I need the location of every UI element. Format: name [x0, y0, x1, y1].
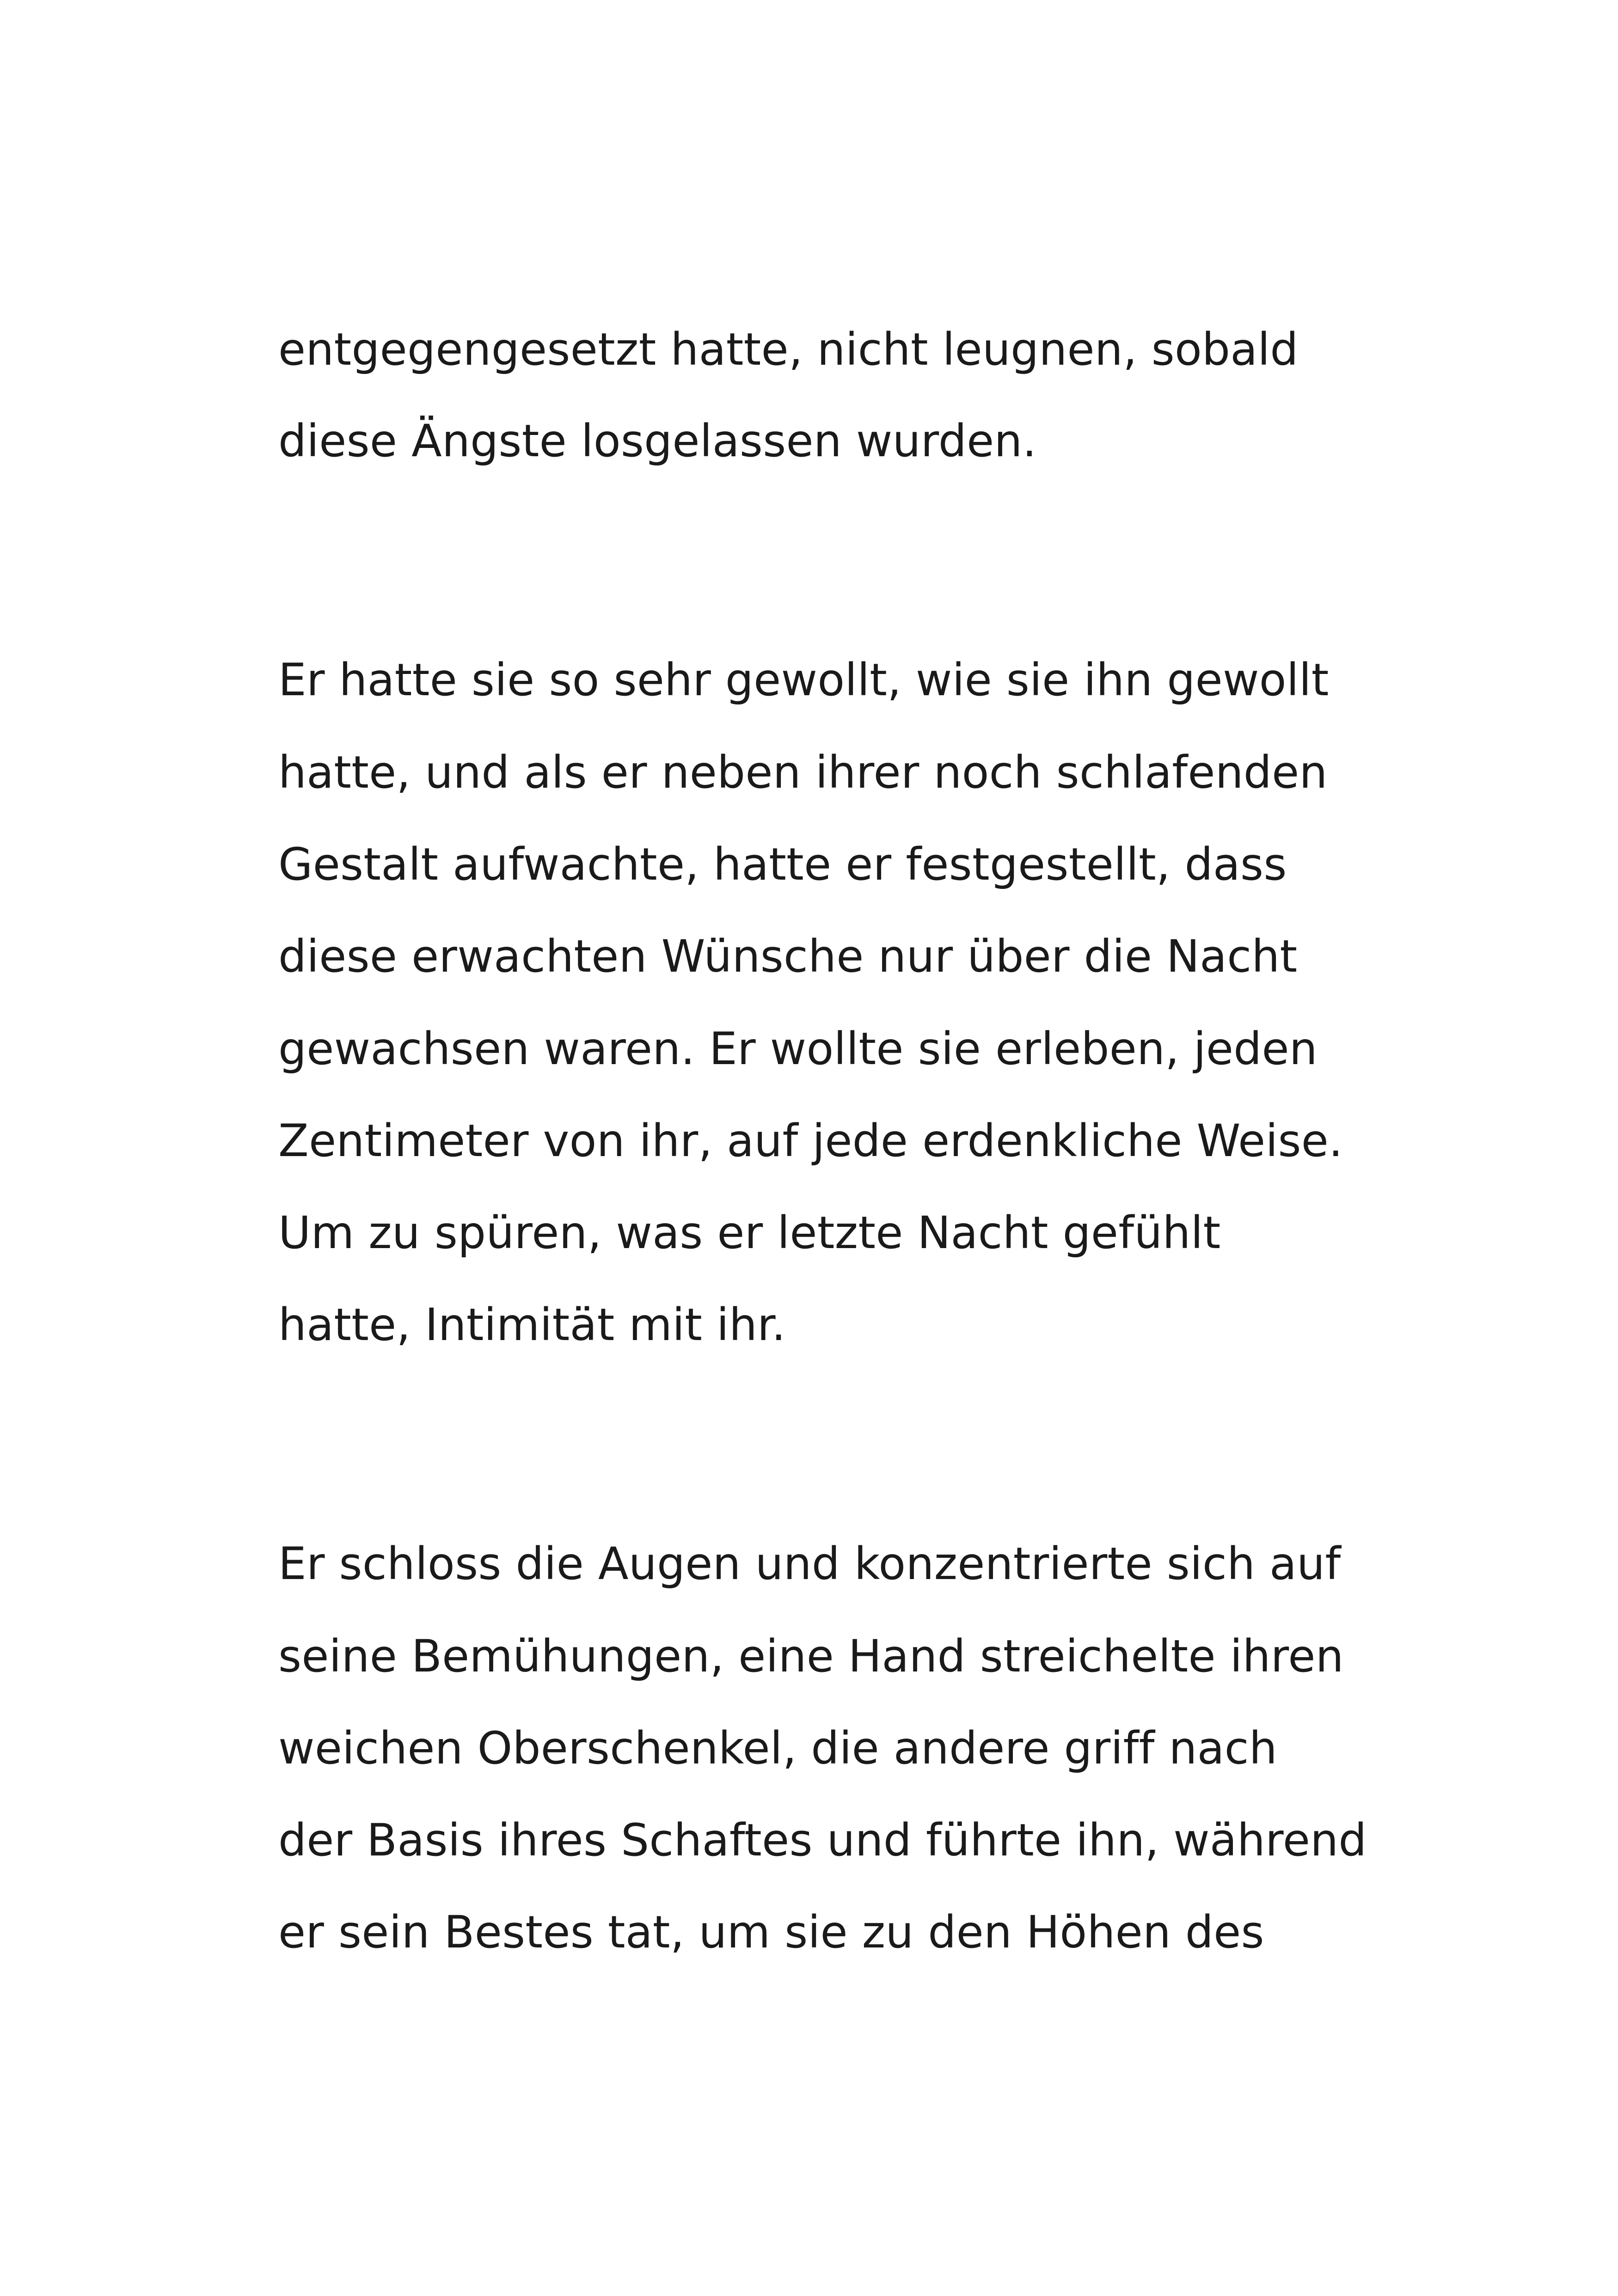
text-line: entgegengesetzt hatte, nicht leugnen, sobald	[278, 324, 1299, 375]
text-line: Er hatte sie so sehr gewollt, wie sie ihn gewollt	[278, 654, 1329, 706]
text-line: er sein Bestes tat, um sie zu den Höhen des	[278, 1906, 1264, 1958]
text-line: hatte, Intimität mit ihr.	[278, 1299, 786, 1351]
text-line: weichen Oberschenkel, die andere griff nach	[278, 1722, 1277, 1774]
text-line: Gestalt aufwachte, hatte er festgestellt, dass	[278, 839, 1287, 890]
text-line: der Basis ihres Schaftes und führte ihn, während	[278, 1814, 1367, 1866]
text-line: diese erwachten Wünsche nur über die Nacht	[278, 931, 1298, 982]
text-line: Er schloss die Augen und konzentrierte sich auf	[278, 1538, 1341, 1590]
text-line: hatte, und als er neben ihrer noch schlafenden	[278, 747, 1328, 798]
text-line: gewachsen waren. Er wollte sie erleben, jeden	[278, 1023, 1318, 1075]
text-line: Zentimeter von ihr, auf jede erdenkliche Weise.	[278, 1115, 1343, 1167]
text-line: seine Bemühungen, eine Hand streichelte ihren	[278, 1630, 1344, 1682]
text-line: Um zu spüren, was er letzte Nacht gefühlt	[278, 1207, 1221, 1259]
text-line: diese Ängste losgelassen wurden.	[278, 415, 1037, 467]
